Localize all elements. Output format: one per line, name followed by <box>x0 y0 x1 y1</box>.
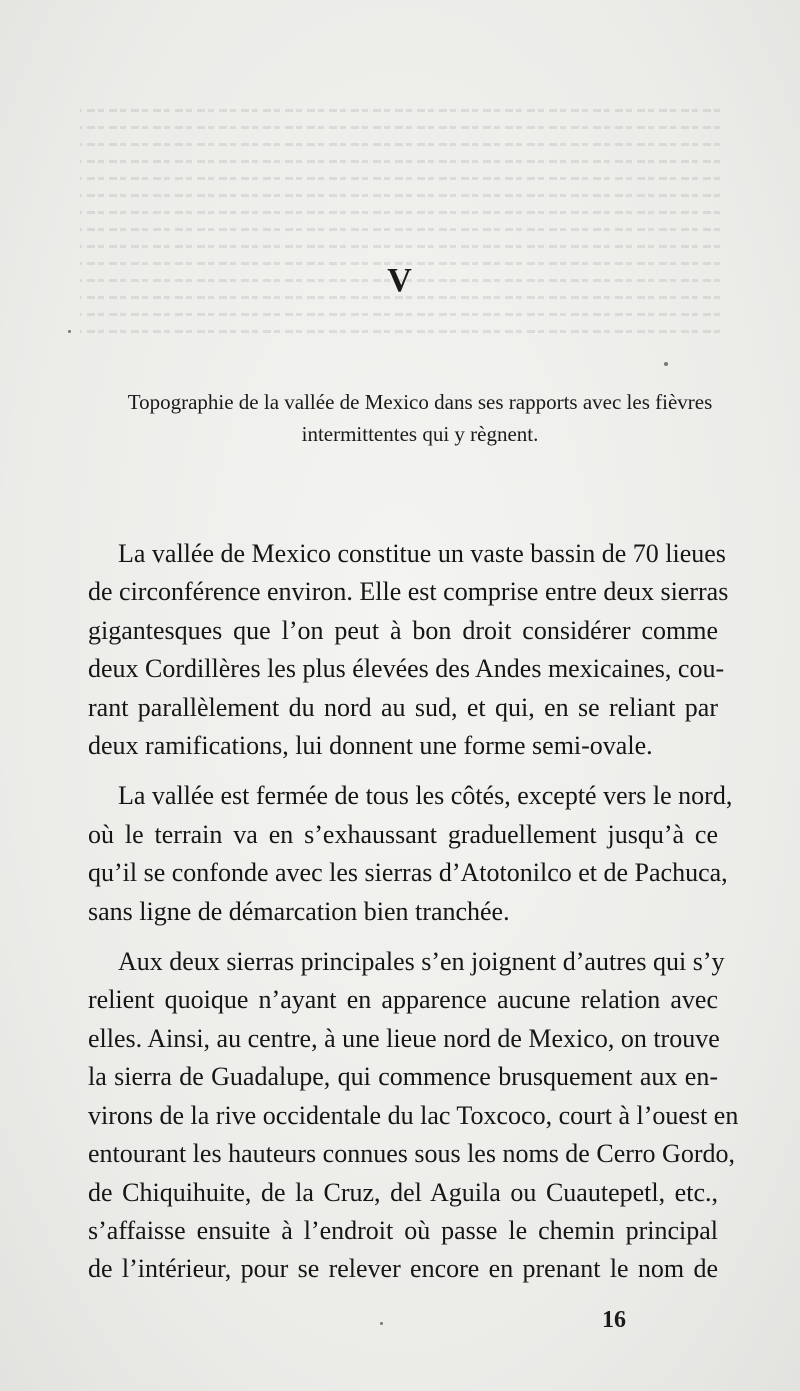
chapter-title-line: intermittentes qui y règnent. <box>301 422 539 446</box>
text-line: entourant les hauteurs connues sous les noms de Cerro Gordo, <box>88 1139 735 1169</box>
text-line: virons de la rive occidentale du lac Toxcoco, court à l’ouest en <box>88 1100 739 1130</box>
text-line: relient quoique n’ayant en apparence aucune relation avec <box>88 985 718 1015</box>
paragraph <box>88 777 733 931</box>
ink-speck <box>68 330 71 333</box>
body-text <box>88 535 739 1301</box>
text-line: où le terrain va en s’exhaussant graduellement jusqu’à ce <box>88 819 718 849</box>
text-line: de circonférence environ. Elle est comprise entre deux sierras <box>88 577 729 607</box>
text-line: elles. Ainsi, au centre, à une lieue nord de Mexico, on trouve <box>88 1023 720 1053</box>
paragraph <box>88 943 739 1289</box>
text-line: rant parallèlement du nord au sud, et qui, en se reliant par <box>88 692 718 722</box>
paragraph <box>88 535 729 765</box>
ink-speck <box>664 362 668 366</box>
text-line: gigantesques que l’on peut à bon droit considérer comme <box>88 615 718 645</box>
text-line: la sierra de Guadalupe, qui commence brusquement aux en- <box>88 1062 718 1092</box>
text-line: qu’il se confonde avec les sierras d’Atotonilco et de Pachuca, <box>88 858 728 888</box>
text-line: de l’intérieur, pour se relever encore en prenant le nom de <box>88 1254 718 1284</box>
text-line: La vallée de Mexico constitue un vaste bassin de 70 lieues <box>118 539 726 568</box>
page-number: 16 <box>602 1307 626 1333</box>
text-line: deux Cordillères les plus élevées des Andes mexicaines, cou- <box>88 654 725 684</box>
text-line: s’affaisse ensuite à l’endroit où passe le chemin principal <box>88 1215 718 1245</box>
text-line: La vallée est fermée de tous les côtés, excepté vers le nord, <box>118 781 733 811</box>
text-line: Aux deux sierras principales s’en joignent d’autres qui s’y <box>118 947 725 977</box>
text-line: de Chiquihuite, de la Cruz, del Aguila ou Cuautepetl, etc., <box>88 1177 718 1207</box>
chapter-title <box>110 386 730 450</box>
text-line: deux ramifications, lui donnent une forme semi-ovale. <box>88 731 653 761</box>
show-through-text <box>80 95 720 565</box>
ink-speck <box>380 1322 383 1325</box>
text-line: sans ligne de démarcation bien tranchée. <box>88 896 510 926</box>
chapter-title-line: Topographie de la vallée de Mexico dans ses rapports avec les fièvres <box>127 390 713 414</box>
chapter-number: V <box>387 262 413 299</box>
